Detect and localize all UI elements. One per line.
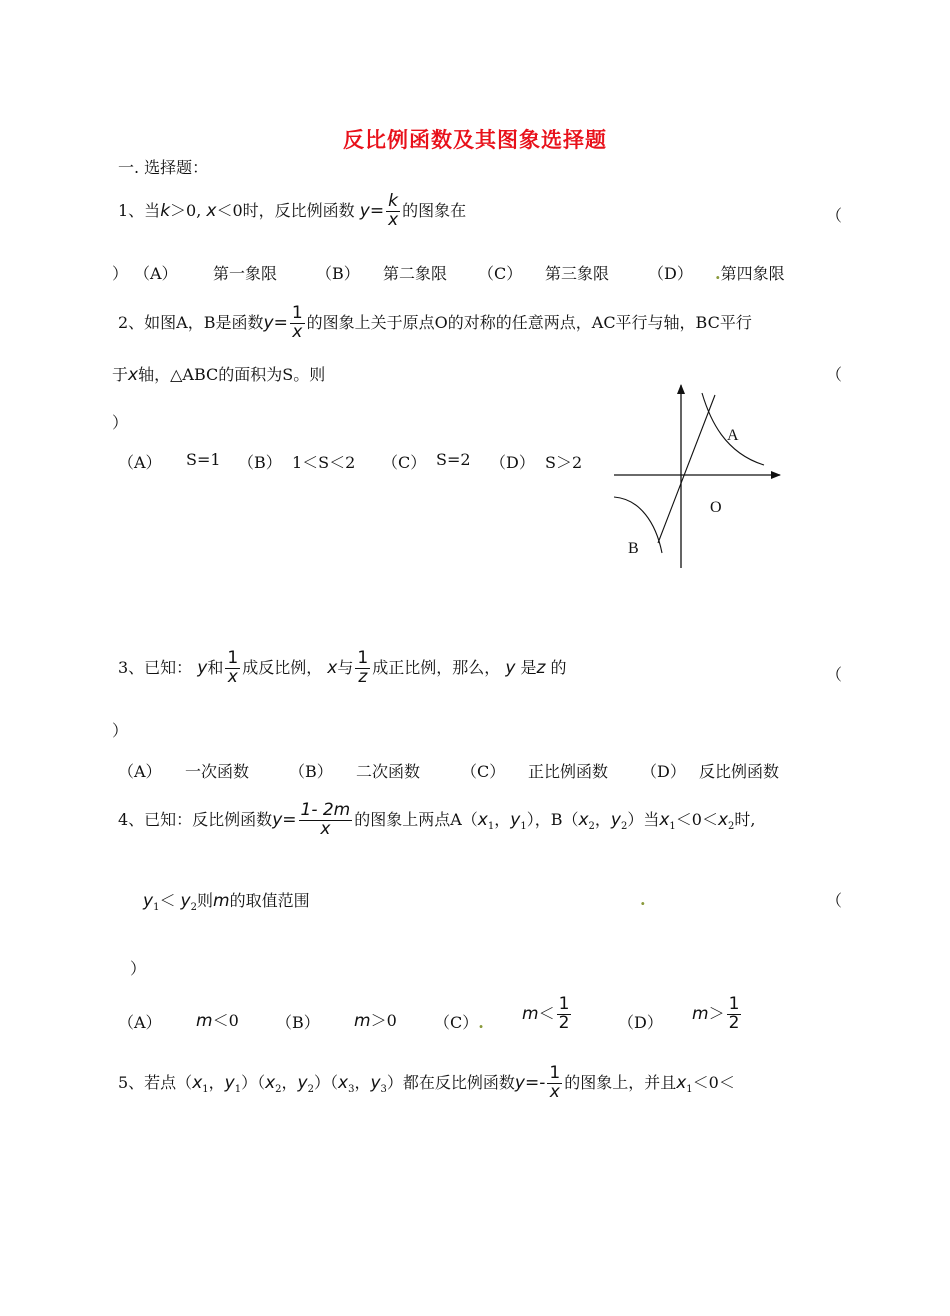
q4-line2-y2: y bbox=[180, 891, 191, 911]
q4-line2-m: m bbox=[213, 891, 230, 911]
q4-eq: = bbox=[282, 809, 297, 830]
q1-paren-open: （ bbox=[826, 206, 843, 225]
line-ab bbox=[658, 395, 715, 543]
q5-text-2: 的图象上，并且 bbox=[564, 1072, 677, 1092]
q1-option-b-text: 第二象限 bbox=[383, 264, 448, 283]
q3-prefix: 3、已知： bbox=[118, 657, 193, 677]
q4-x4: x bbox=[717, 809, 729, 830]
q5-fraction bbox=[547, 1065, 562, 1102]
q3-he: 和 bbox=[207, 657, 224, 677]
q1-x: x bbox=[206, 200, 217, 221]
question-3 bbox=[118, 650, 567, 687]
q1-y: y bbox=[359, 200, 370, 221]
q1-k: k bbox=[160, 200, 171, 221]
q4-option-d-text: m＞ $\frac{1}{2}$ bbox=[692, 994, 740, 1033]
q2-prefix: 2、如图A，B是函数 bbox=[118, 312, 264, 332]
q1-prefix: 1、当 bbox=[118, 200, 161, 220]
q3-y: y bbox=[197, 657, 208, 678]
q2-text-1: 的图象上关于原点O的对称的任意两点，AC平行与轴，BC平行 bbox=[306, 312, 752, 332]
q2-frac-den: x bbox=[292, 321, 303, 342]
q5-paren-2: ）（ bbox=[313, 1072, 338, 1092]
q1-option-c-letter: （C） bbox=[478, 264, 523, 283]
q4-option-d-fraction: $\frac{1}{2}$ bbox=[728, 994, 740, 1033]
q3-frac1-num: 1 bbox=[227, 648, 239, 668]
q1-option-a-letter: （A） bbox=[134, 264, 178, 283]
q4-option-c-letter: （C）. bbox=[434, 1013, 484, 1032]
q3-option-d-letter: （D） bbox=[641, 762, 686, 781]
q5-y3: y bbox=[370, 1072, 381, 1093]
q5-text-1: ）都在反比例函数 bbox=[386, 1072, 515, 1092]
q1-frac-den: x bbox=[388, 209, 399, 230]
q4-x3: x bbox=[659, 809, 670, 830]
section-heading: 一. 选择题： bbox=[118, 158, 209, 177]
q3-paren-close: ） bbox=[112, 721, 129, 740]
q5-comma-3: ， bbox=[354, 1072, 371, 1092]
question-4-line-1 bbox=[118, 802, 756, 839]
q3-fraction-1 bbox=[225, 650, 240, 687]
q3-option-c-letter: （C） bbox=[461, 762, 506, 781]
q4-comma-1: ， bbox=[494, 809, 511, 829]
q5-y2-sub: 2 bbox=[307, 1084, 314, 1096]
q1-tail: 的图象在 bbox=[402, 200, 467, 220]
q2-text-2b: 轴，△ABC的面积为S。则 bbox=[138, 365, 326, 384]
q4-x1: x bbox=[477, 809, 488, 830]
q5-prefix: 5、若点（ bbox=[118, 1072, 193, 1092]
q4-comma-2: ， bbox=[594, 809, 611, 829]
q2-paren-close: ） bbox=[112, 413, 129, 432]
q1-cond2: ＜0时，反比例函数 bbox=[216, 200, 355, 220]
q4-text-2: ），B（ bbox=[526, 809, 579, 829]
q4-text-4: ＜0＜ bbox=[675, 809, 718, 829]
q4-text-3: ）当 bbox=[627, 809, 660, 829]
q3-fraction-2 bbox=[355, 650, 370, 687]
q4-frac-num: 1- 2m bbox=[300, 800, 351, 820]
question-2-line-2 bbox=[112, 362, 325, 385]
q3-option-c-text: 正比例函数 bbox=[528, 762, 609, 781]
q3-option-b-text: 二次函数 bbox=[356, 762, 421, 781]
q3-text-1: 成反比例， bbox=[242, 657, 323, 677]
page-title: 反比例函数及其图象选择题 bbox=[343, 127, 607, 152]
q4-x3-sub: 1 bbox=[669, 821, 676, 833]
q3-option-d-text: 反比例函数 bbox=[699, 762, 780, 781]
q4-option-b-text: m＞0 bbox=[354, 1011, 397, 1031]
q5-x2-sub: 2 bbox=[275, 1084, 282, 1096]
q4-y2: y bbox=[610, 809, 621, 830]
q1-option-d-text: .第四象限 bbox=[715, 264, 785, 283]
q3-option-a-text: 一次函数 bbox=[185, 762, 250, 781]
q3-frac2-num: 1 bbox=[357, 648, 369, 668]
q4-prefix: 4、已知：反比例函数 bbox=[118, 809, 273, 829]
q5-x4: x bbox=[676, 1072, 687, 1093]
q5-y2: y bbox=[297, 1072, 308, 1093]
q5-x1: x bbox=[192, 1072, 203, 1093]
q4-x1-sub: 1 bbox=[487, 821, 495, 833]
q1-cond1: ＞0, bbox=[170, 200, 202, 220]
q2-fraction bbox=[290, 305, 305, 342]
q2-option-d-letter: （D） bbox=[490, 453, 535, 472]
q5-x1-sub: 1 bbox=[202, 1084, 209, 1096]
q3-x: x bbox=[327, 657, 338, 678]
q4-y1: y bbox=[510, 809, 521, 830]
q4-line2-y1: y bbox=[143, 891, 154, 911]
q5-frac-num: 1 bbox=[549, 1063, 561, 1083]
q4-frac-den: x bbox=[320, 818, 331, 839]
q2-x: x bbox=[128, 365, 139, 385]
q3-yu: 与 bbox=[337, 657, 354, 677]
q4-y: y bbox=[272, 809, 283, 830]
q4-line2-y2-sub: 2 bbox=[190, 902, 197, 914]
q1-frac-num: k bbox=[386, 193, 400, 212]
q3-de: 的 bbox=[550, 657, 567, 677]
q2-paren-open: （ bbox=[826, 365, 843, 384]
q2-option-a-letter: （A） bbox=[118, 453, 162, 472]
label-a: A bbox=[727, 427, 739, 444]
q3-paren-open: （ bbox=[826, 665, 843, 684]
question-2-line-1 bbox=[118, 305, 752, 342]
q5-x3-sub: 3 bbox=[348, 1084, 355, 1096]
q1-option-b-letter: （B） bbox=[316, 264, 360, 283]
q5-x2: x bbox=[265, 1072, 276, 1093]
q2-eq: = bbox=[273, 312, 288, 333]
q3-option-b-letter: （B） bbox=[289, 762, 333, 781]
q5-y1-sub: 1 bbox=[234, 1084, 242, 1096]
q4-text-1: 的图象上两点A（ bbox=[354, 809, 478, 829]
q3-option-a-letter: （A） bbox=[118, 762, 162, 781]
question-1 bbox=[118, 193, 466, 230]
q3-y2: y bbox=[505, 657, 516, 678]
q3-frac1-den: x bbox=[227, 666, 238, 687]
stray-dot: . bbox=[640, 890, 646, 909]
q2-y: y bbox=[263, 312, 274, 333]
q5-x3: x bbox=[338, 1072, 349, 1093]
q2-option-c-text: S=2 bbox=[436, 450, 471, 469]
q4-option-d-letter: （D） bbox=[618, 1013, 663, 1032]
q4-option-c-text: m＜ $\frac{1}{2}$ bbox=[522, 994, 570, 1033]
q5-text-3: ＜0＜ bbox=[692, 1072, 735, 1092]
q1-option-c-text: 第三象限 bbox=[545, 264, 610, 283]
label-b: B bbox=[628, 540, 639, 557]
q5-x4-sub: 1 bbox=[686, 1084, 693, 1096]
q1-paren-close: ） bbox=[112, 264, 129, 283]
q5-paren-1: ）（ bbox=[241, 1072, 266, 1092]
q4-y2-sub: 2 bbox=[620, 821, 628, 833]
q5-comma-2: ， bbox=[281, 1072, 298, 1092]
q2-frac-num: 1 bbox=[291, 303, 303, 323]
q4-option-a-text: m＜0 bbox=[196, 1011, 239, 1031]
q3-shi: 是 bbox=[520, 657, 537, 677]
q4-option-c-fraction: $\frac{1}{2}$ bbox=[558, 994, 570, 1033]
q1-fraction bbox=[386, 193, 400, 230]
q2-option-c-letter: （C） bbox=[382, 453, 427, 472]
q4-x4-sub: 2 bbox=[728, 821, 735, 833]
q5-y3-sub: 3 bbox=[380, 1084, 387, 1096]
q2-option-b-text: 1＜S＜2 bbox=[292, 453, 356, 472]
q5-frac-den: x bbox=[549, 1081, 560, 1102]
q3-z: z bbox=[536, 657, 546, 678]
q2-option-d-text: S＞2 bbox=[545, 453, 583, 472]
q4-x2-sub: 2 bbox=[588, 821, 595, 833]
q3-frac2-den: z bbox=[358, 666, 368, 687]
q1-option-a-text: 第一象限 bbox=[213, 264, 278, 283]
q1-option-d-letter: （D） bbox=[648, 264, 693, 283]
q2-option-b-letter: （B） bbox=[238, 453, 282, 472]
q5-eq: =- bbox=[524, 1072, 546, 1093]
q4-x2: x bbox=[578, 809, 589, 830]
q3-text-2: 成正比例，那么， bbox=[372, 657, 501, 677]
hyperbola-figure bbox=[600, 375, 800, 580]
q5-y: y bbox=[514, 1072, 525, 1093]
q4-option-a-letter: （A） bbox=[118, 1013, 162, 1032]
q4-line2-lt: ＜ bbox=[159, 891, 176, 910]
q4-line2-ze: 则 bbox=[196, 891, 213, 910]
question-5 bbox=[118, 1065, 735, 1102]
q4-fraction bbox=[299, 802, 353, 839]
question-4-line-2 bbox=[143, 888, 310, 913]
q2-option-a-text: S=1 bbox=[186, 450, 221, 469]
q4-y1-sub: 1 bbox=[520, 821, 527, 833]
label-o: O bbox=[710, 499, 722, 516]
q4-line2-y1-sub: 1 bbox=[153, 902, 160, 914]
q4-paren-open: （ bbox=[826, 891, 843, 910]
q5-comma-1: ， bbox=[208, 1072, 225, 1092]
q4-option-b-letter: （B） bbox=[276, 1013, 320, 1032]
q2-text-2a: 于 bbox=[112, 365, 129, 384]
q4-text-5: 时, bbox=[734, 809, 756, 829]
q4-line2-tail: 的取值范围 bbox=[229, 891, 310, 910]
q4-paren-close: ） bbox=[130, 959, 147, 978]
q5-y1: y bbox=[224, 1072, 235, 1093]
q1-eq: = bbox=[369, 200, 385, 221]
